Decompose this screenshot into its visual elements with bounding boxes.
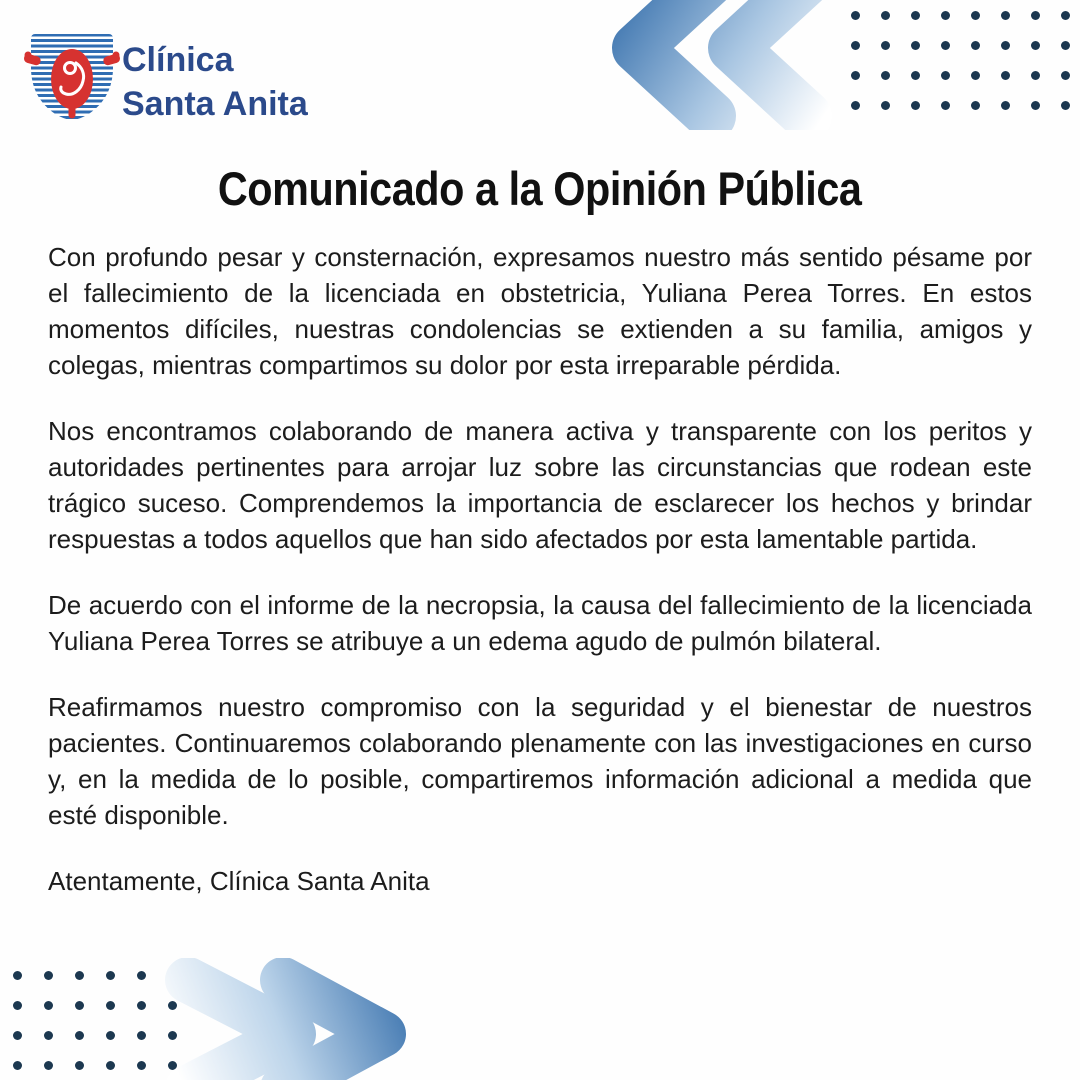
brand-name-line2: Santa Anita (122, 85, 308, 123)
brand-header (0, 0, 1080, 132)
clinic-shield-logo-icon (22, 26, 122, 126)
decor-dot (137, 1001, 146, 1010)
brand-name-line1: Clínica (122, 41, 234, 79)
decor-dot (137, 1031, 146, 1040)
decor-dot (44, 971, 53, 980)
statement-paragraph: Nos encontramos colaborando de manera activa y transparente con los peritos y autoridades pertinentes para arrojar luz sobre las circunstancias que rodean este trágico suceso. Comprendemos la importancia de esclarecer los hechos y brindar respuestas a todos aquellos que han sido afectados por esta lamentable partida. (48, 416, 1032, 555)
decor-dot (106, 1061, 115, 1070)
decor-dot (106, 1001, 115, 1010)
decor-dot (106, 1031, 115, 1040)
decor-dot (137, 971, 146, 980)
decor-dot (168, 971, 177, 980)
decor-dot (44, 1031, 53, 1040)
statement-body (0, 239, 1080, 899)
decor-dot (75, 971, 84, 980)
statement-paragraphs (48, 239, 1032, 833)
brand-name (122, 38, 308, 126)
decor-dot (13, 1031, 22, 1040)
double-chevron-right-icon (150, 958, 440, 1080)
decor-dot (13, 971, 22, 980)
statement-paragraph: Reafirmamos nuestro compromiso con la seguridad y el bienestar de nuestros pacientes. Continuaremos colaborando plenamente con las investigaciones en curso y, en la medida de lo posible, compartiremos información adicional a medida que esté disponible. (48, 692, 1032, 831)
decor-dot (75, 1001, 84, 1010)
signature-line: Atentamente, Clínica Santa Anita (48, 866, 430, 897)
decor-dot (44, 1001, 53, 1010)
decor-dot (75, 1061, 84, 1070)
decor-dot (44, 1061, 53, 1070)
decor-dot (13, 1001, 22, 1010)
dot-grid-bottom-left (2, 960, 188, 1080)
decor-dot (75, 1031, 84, 1040)
decor-dot (137, 1061, 146, 1070)
decor-dot (106, 971, 115, 980)
statement-paragraph: Con profundo pesar y consternación, expresamos nuestro más sentido pésame por el fallecimiento de la licenciada en obstetricia, Yuliana Perea Torres. En estos momentos difíciles, nuestras condolencias se extienden a su familia, amigos y colegas, mientras compartimos su dolor por esta irreparable pérdida. (48, 242, 1032, 381)
statement-title (0, 164, 1080, 213)
decor-dot (168, 1001, 177, 1010)
decor-dot (168, 1061, 177, 1070)
decor-dot (13, 1061, 22, 1070)
statement-paragraph: De acuerdo con el informe de la necropsia, la causa del fallecimiento de la licenciada Yuliana Perea Torres se atribuye a un edema agudo de pulmón bilateral. (48, 590, 1032, 657)
statement-title-text: Comunicado a la Opinión Pública (218, 162, 862, 215)
decor-dot (168, 1031, 177, 1040)
